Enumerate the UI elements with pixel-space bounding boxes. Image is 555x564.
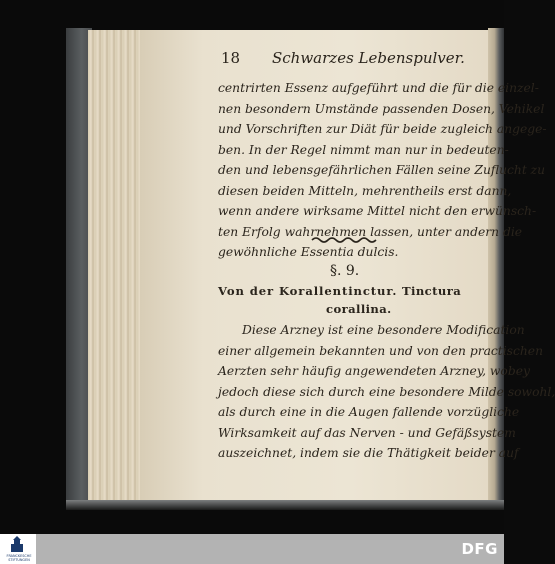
- section-number: §. 9.: [330, 263, 360, 279]
- section-title-german: Von der Korallentinctur.: [218, 284, 398, 298]
- text-line: Wirksamkeit auf das Nerven - und Gefäßsystem: [218, 425, 516, 440]
- text-line: diesen beiden Mitteln, mehrentheils erst dann,: [218, 183, 512, 198]
- logo-line: STIFTUNGEN: [8, 557, 30, 562]
- text-line: ten Erfolg wahrnehmen lassen, unter andern die: [218, 224, 523, 239]
- text-line: einer allgemein bekannten und von den practischen: [218, 343, 543, 358]
- section-title-latin: Tinctura: [402, 284, 462, 298]
- book-bottom-edge: [66, 500, 504, 510]
- running-head: Schwarzes Lebenspulver.: [272, 49, 465, 67]
- text-line: centrirten Essenz aufgeführt und die für die einzel-: [218, 81, 539, 95]
- text-line: als durch eine in die Augen fallende vorzügliche: [218, 405, 520, 419]
- paragraph-text: [218, 78, 547, 263]
- section-title-latin-cont: corallina.: [326, 302, 392, 316]
- section-text: [218, 320, 555, 464]
- text-line: Aerzten sehr häufig angewendeten Arzney, wobey: [218, 364, 530, 378]
- footer-band: [36, 534, 504, 564]
- library-logo-text: [2, 555, 36, 562]
- text-line: Diese Arzney ist eine besondere Modification: [242, 323, 525, 337]
- text-line: den und lebensgefährlichen Fällen seine Zuflucht zu: [218, 163, 546, 177]
- library-logo[interactable]: [2, 536, 32, 562]
- building-icon: [2, 536, 32, 554]
- page-number: 18: [221, 49, 241, 67]
- text-line: und Vorschriften zur Diät für beide zugleich angege-: [218, 122, 547, 136]
- page-edges: [88, 30, 144, 506]
- viewer-footer: [0, 534, 504, 564]
- text-line: nen besondern Umstände passenden Dosen, Vehikel: [218, 101, 545, 116]
- text-line: ben. In der Regel nimmt man nur in bedeuten-: [218, 142, 509, 157]
- divider-ornament: [312, 236, 378, 244]
- text-line: gewöhnliche Essentia dulcis.: [218, 245, 399, 259]
- dfg-logo[interactable]: DFG: [461, 540, 498, 558]
- text-line: auszeichnet, indem sie die Thätigkeit beider auf: [218, 446, 519, 460]
- logo-line: FRANCKESCHE: [6, 554, 32, 558]
- text-line: wenn andere wirksame Mittel nicht den erwünsch-: [218, 204, 537, 218]
- text-line: jedoch diese sich durch eine besondere Milde sowohl,: [218, 384, 555, 399]
